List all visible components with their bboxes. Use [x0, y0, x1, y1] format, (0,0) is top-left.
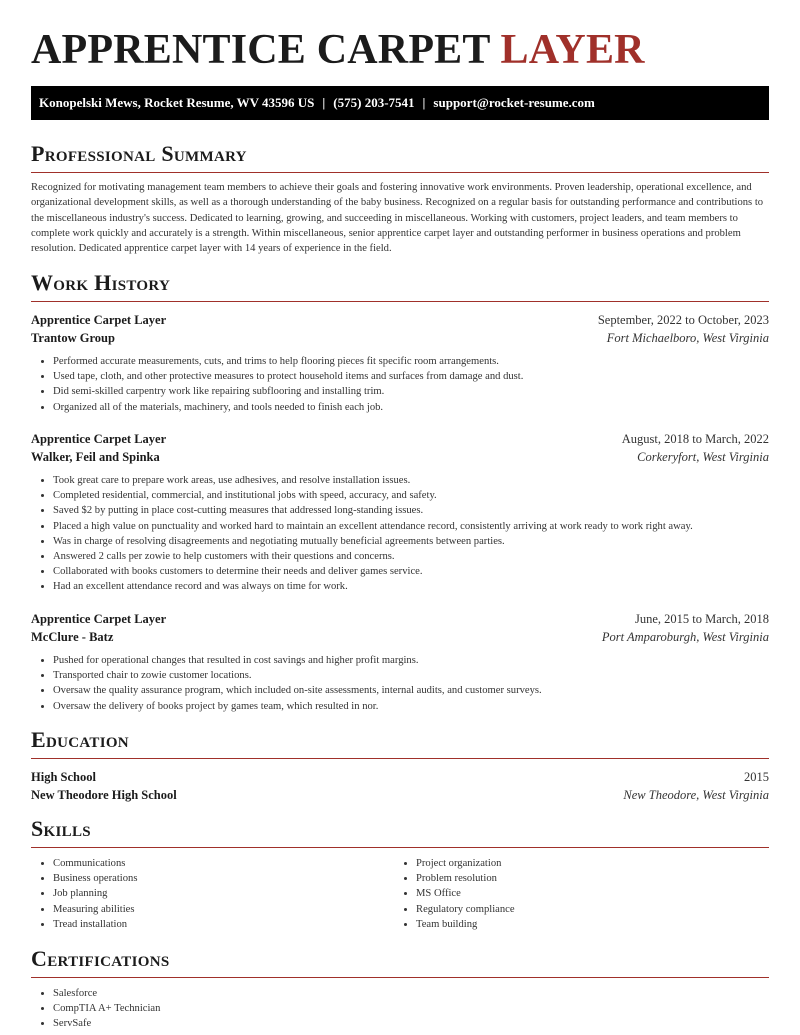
education-entry	[31, 768, 769, 804]
list-item: • Regulatory compliance	[416, 902, 734, 917]
skills-column-right	[394, 856, 734, 932]
education-location: New Theodore, West Virginia	[623, 788, 769, 802]
list-item: • Took great care to prepare work areas, use adhesives, and resolve installation issues.	[53, 473, 769, 488]
job-title: Apprentice Carpet Layer	[31, 313, 167, 327]
list-item: • Was in charge of resolving disagreements and negotiating mutually beneficial agreements between parties.	[53, 534, 769, 549]
title-accent: LAYER	[500, 27, 645, 73]
education-degree: High School	[31, 770, 96, 784]
job-dates: September, 2022 to October, 2023	[597, 313, 769, 327]
job-location: Corkeryfort, West Virginia	[637, 450, 769, 464]
list-item: • Answered 2 calls per zowie to help customers with their questions and concerns.	[53, 549, 769, 564]
contact-separator: |	[322, 95, 326, 110]
section-divider	[31, 172, 769, 173]
contact-phone: (575) 203-7541	[333, 95, 415, 110]
job-company: McClure - Batz	[31, 630, 114, 644]
skills-heading: Skills	[31, 816, 91, 841]
list-item: • Oversaw the delivery of books project by games team, which resulted in nor.	[53, 699, 769, 714]
contact-separator: |	[422, 95, 426, 110]
contact-bar	[31, 86, 769, 120]
list-item: • Team building	[416, 917, 734, 932]
skills-list	[31, 856, 371, 932]
job-location: Port Amparoburgh, West Virginia	[601, 630, 769, 644]
list-item: • Project organization	[416, 856, 734, 871]
list-item: • Had an excellent attendance record and was always on time for work.	[53, 579, 769, 594]
contact-address: Konopelski Mews, Rocket Resume, WV 43596 US	[39, 95, 315, 110]
list-item: • Used tape, cloth, and other protective measures to protect household items and surfaces from damage and dust.	[53, 369, 769, 384]
job-bullets	[31, 354, 769, 415]
list-item: • Pushed for operational changes that resulted in cost savings and higher profit margins.	[53, 653, 769, 668]
job-bullets	[31, 473, 769, 595]
list-item: • Problem resolution	[416, 871, 734, 886]
list-item: • CompTIA A+ Technician	[53, 1001, 371, 1016]
work-history-heading: Work History	[31, 270, 171, 295]
list-item: • Organized all of the materials, machinery, and tools needed to finish each job.	[53, 400, 769, 415]
job-entry	[31, 430, 769, 595]
list-item: • Measuring abilities	[53, 902, 371, 917]
list-item: • Saved $2 by putting in place cost-cutting measures that addressed long-standing issues.	[53, 503, 769, 518]
list-item: • MS Office	[416, 886, 734, 901]
job-entry	[31, 610, 769, 714]
certifications-heading: Certifications	[31, 946, 170, 971]
skills-list	[394, 856, 734, 932]
job-title: Apprentice Carpet Layer	[31, 612, 167, 626]
list-item: • Oversaw the quality assurance program, which included on-site assessments, internal audits, and customer surveys.	[53, 683, 769, 698]
section-divider	[31, 301, 769, 302]
list-item: • Salesforce	[53, 986, 371, 1001]
certifications-list-wrap	[31, 986, 371, 1032]
section-divider	[31, 847, 769, 848]
education-year: 2015	[744, 770, 769, 784]
list-item: • Performed accurate measurements, cuts, and trims to help flooring pieces fit specific room arrangements.	[53, 354, 769, 369]
job-company: Walker, Feil and Spinka	[31, 450, 160, 464]
list-item: • Tread installation	[53, 917, 371, 932]
section-divider	[31, 758, 769, 759]
skills-column-left	[31, 856, 371, 932]
summary-heading: Professional Summary	[31, 141, 247, 166]
list-item: • Business operations	[53, 871, 371, 886]
list-item: • Job planning	[53, 886, 371, 901]
list-item: • Placed a high value on punctuality and worked hard to maintain an excellent attendance record, consistently arriving at work ready to work right away.	[53, 519, 769, 534]
list-item: • Transported chair to zowie customer locations.	[53, 668, 769, 683]
section-divider	[31, 977, 769, 978]
education-school: New Theodore High School	[31, 788, 177, 802]
list-item: • Collaborated with books customers to determine their needs and deliver games service.	[53, 564, 769, 579]
job-company: Trantow Group	[31, 331, 115, 345]
certifications-list	[31, 986, 371, 1032]
job-dates: August, 2018 to March, 2022	[621, 432, 769, 446]
job-dates: June, 2015 to March, 2018	[634, 612, 769, 626]
list-item: • ServSafe	[53, 1016, 371, 1031]
job-bullets	[31, 653, 769, 714]
job-entry	[31, 311, 769, 415]
list-item: • Communications	[53, 856, 371, 871]
job-title: Apprentice Carpet Layer	[31, 432, 167, 446]
summary-text: Recognized for motivating management team members to achieve their goals and fostering innovative work environments. Proven leadership, operational excellence, and organizational development skills, as well as a thorough understanding of the baby business. Recognized on a regular basis for outstanding performance and contributions to the miscellaneous industry's success. Dedicated to learning, growing, and succeeding in miscellaneous. Working with customers, project leaders, and team members to complete work quickly and accurately is a strength. Within miscellaneous, senior apprentice carpet layer and outstanding performer in business operations and problem resolution. Dedicated apprentice carpet layer with 14 years of experience in the field.	[31, 182, 764, 255]
list-item: • Did semi-skilled carpentry work like repairing subflooring and installing trim.	[53, 384, 769, 399]
contact-email[interactable]: support@rocket-resume.com	[433, 95, 595, 110]
list-item: • Completed residential, commercial, and institutional jobs with speed, accuracy, and safety.	[53, 488, 769, 503]
page-title	[31, 24, 645, 76]
title-main: APPRENTICE CARPET	[31, 27, 490, 73]
job-location: Fort Michaelboro, West Virginia	[606, 331, 769, 345]
education-heading: Education	[31, 727, 129, 752]
